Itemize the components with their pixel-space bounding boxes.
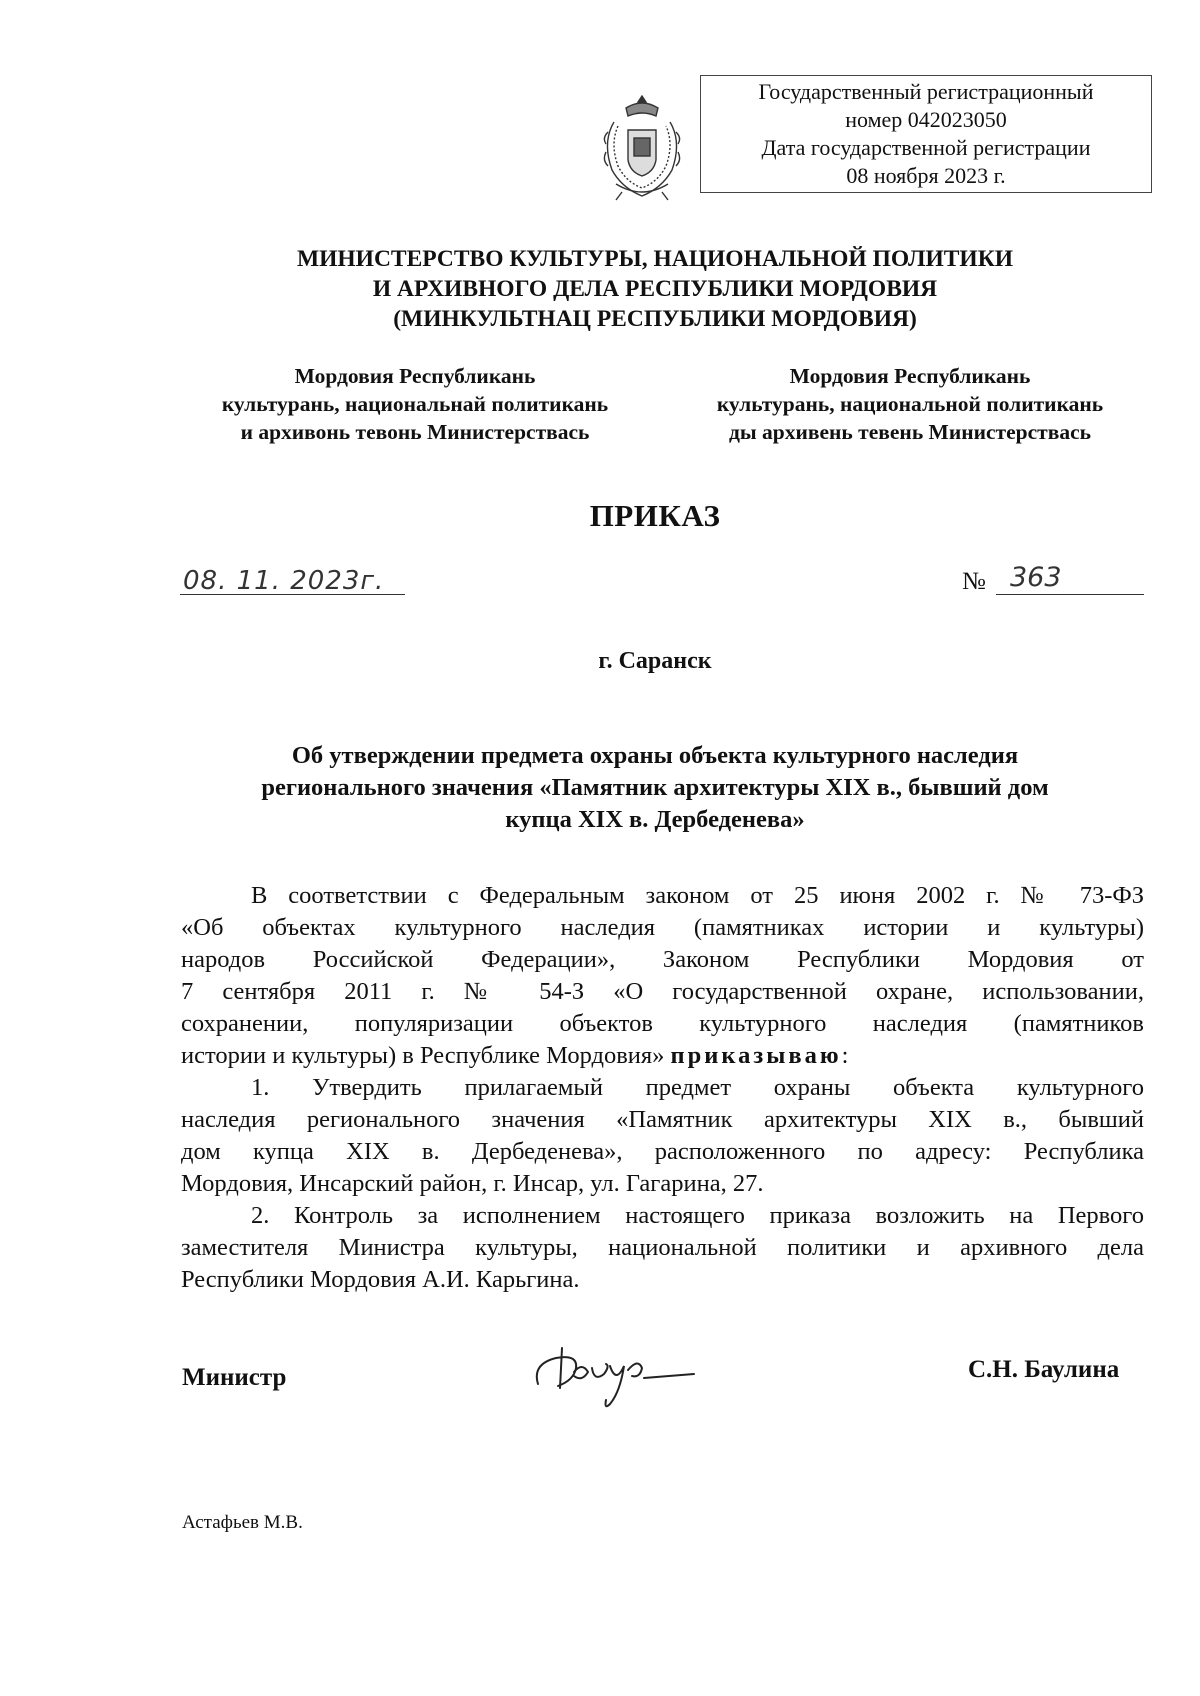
- ministry-name-line-1: МИНИСТЕРСТВО КУЛЬТУРЫ, НАЦИОНАЛЬНОЙ ПОЛИТИКИ: [296, 246, 1014, 272]
- city: г. Саранск: [598, 648, 712, 674]
- body-text: истории и культуры) в Республике Мордовия»: [181, 1042, 671, 1069]
- signatory-name: С.Н. Баулина: [968, 1356, 1120, 1383]
- body-line: 1. Утвердить прилагаемый предмет охраны объекта культурного: [251, 1074, 1144, 1101]
- subject-line-2: регионального значения «Памятник архитектуры XIX в., бывший дом: [261, 774, 1049, 801]
- order-number: 363: [1010, 562, 1062, 593]
- coat-of-arms-icon: [596, 92, 688, 204]
- body-line: Республики Мордовия А.И. Карьгина.: [181, 1266, 580, 1293]
- signatory-position: Министр: [182, 1364, 287, 1391]
- executor-name: Астафьев М.В.: [182, 1512, 303, 1533]
- body-line: В соответствии с Федеральным законом от 25 июня 2002 г. № 73-ФЗ: [251, 882, 1144, 909]
- date-underline: [180, 594, 405, 595]
- header-right-line-3: ды архивень тевень Министерствась: [729, 420, 1091, 444]
- registration-stamp: [700, 75, 1152, 193]
- subject-line-3: купца XIX в. Дербеденева»: [505, 806, 805, 833]
- document-type: ПРИКАЗ: [589, 498, 721, 533]
- ministry-name-line-2: И АРХИВНОГО ДЕЛА РЕСПУБЛИКИ МОРДОВИЯ: [372, 276, 938, 302]
- registration-date-label: Дата государственной регистрации: [761, 135, 1091, 160]
- order-date: 08. 11. 2023г.: [183, 566, 385, 596]
- body-line: 7 сентября 2011 г. № 54-З «О государственной охране, использовании,: [181, 978, 1144, 1005]
- registration-date: 08 ноября 2023 г.: [846, 163, 1006, 188]
- body-line: 2. Контроль за исполнением настоящего приказа возложить на Первого: [251, 1202, 1144, 1229]
- registration-number: номер 042023050: [845, 107, 1007, 132]
- registration-line-1: Государственный регистрационный: [758, 79, 1094, 104]
- body-line: дом купца XIX в. Дербеденева», расположенного по адресу: Республика: [181, 1138, 1144, 1165]
- number-underline: [996, 594, 1144, 595]
- body-line: «Об объектах культурного наследия (памятниках истории и культуры): [181, 914, 1144, 941]
- header-left-line-3: и архивонь тевонь Министерствась: [240, 420, 590, 444]
- signature-icon: [518, 1328, 718, 1424]
- body-line: народов Российской Федерации», Законом Республики Мордовия от: [181, 946, 1144, 973]
- body-line: заместителя Министра культуры, национальной политики и архивного дела: [181, 1234, 1144, 1261]
- header-left: [165, 362, 665, 446]
- colon: :: [841, 1042, 849, 1069]
- header-right-line-1: Мордовия Республикань: [789, 364, 1031, 388]
- header-left-line-2: культурань, национальнай политикань: [221, 392, 609, 416]
- number-label: №: [962, 568, 986, 595]
- order-keyword: приказываю: [670, 1042, 842, 1069]
- body-line: [181, 1040, 1144, 1072]
- body-line: наследия регионального значения «Памятник архитектуры XIX в., бывший: [181, 1106, 1144, 1133]
- ministry-short-name: (МИНКУЛЬТНАЦ РЕСПУБЛИКИ МОРДОВИЯ): [393, 306, 917, 332]
- subject-line-1: Об утверждении предмета охраны объекта культурного наследия: [291, 742, 1019, 769]
- header-right-line-2: культурань, национальной политикань: [716, 392, 1104, 416]
- header-right: [680, 362, 1140, 446]
- order-subject: [0, 740, 1200, 836]
- header-left-line-1: Мордовия Республикань: [294, 364, 536, 388]
- body-line: Мордовия, Инсарский район, г. Инсар, ул. Гагарина, 27.: [181, 1170, 764, 1197]
- body-line: сохранении, популяризации объектов культурного наследия (памятников: [181, 1010, 1144, 1037]
